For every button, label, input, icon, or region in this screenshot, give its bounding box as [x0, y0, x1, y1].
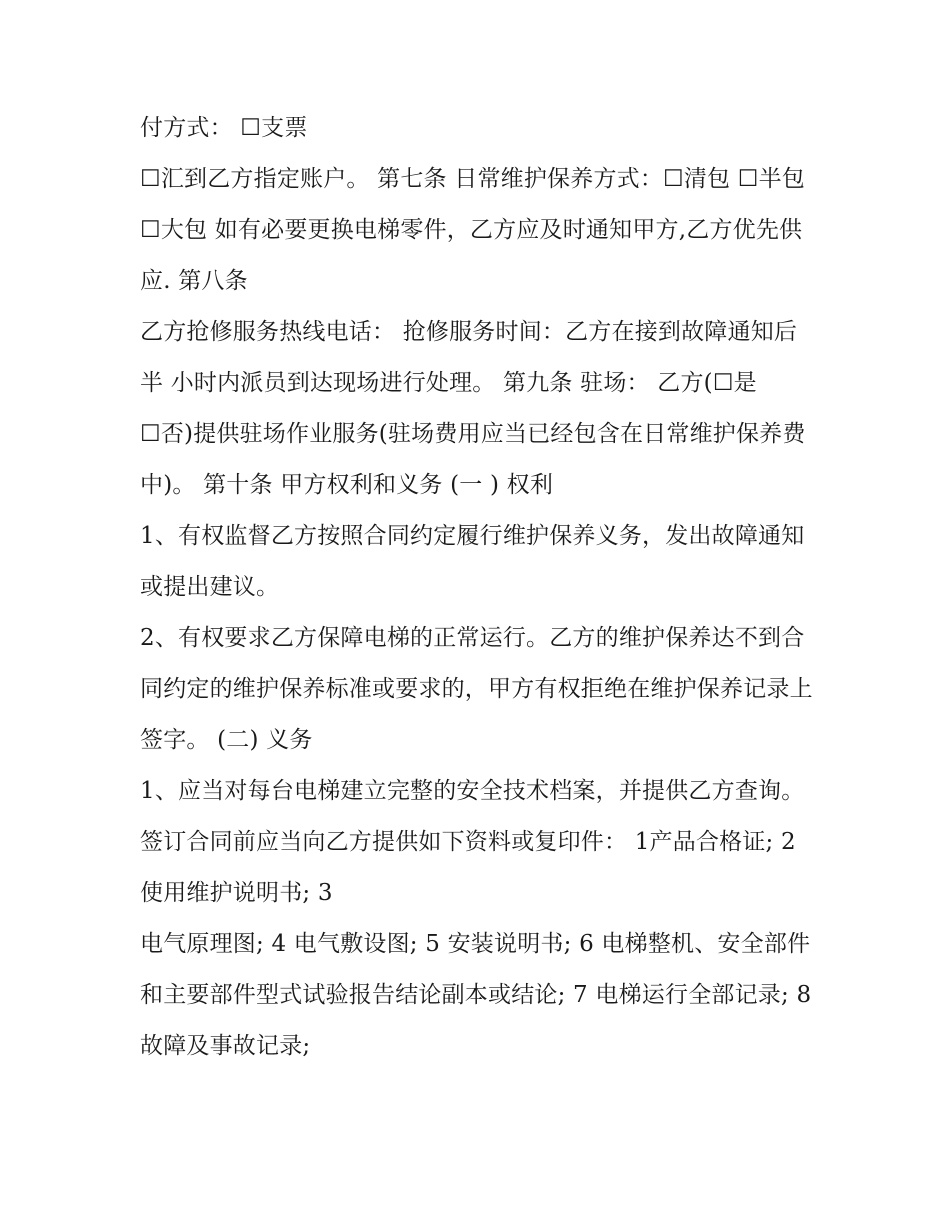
- paragraph-duty-1-continued: 电气原理图; 4 电气敷设图; 5 安装说明书; 6 电梯整机、安全部件和主要部件型式试验报告结论副本或结论; 7 电梯运行全部记录; 8 故障及事故记录;: [140, 931, 812, 1059]
- paragraph-article-8: 乙方抢修服务热线电话： 抢修服务时间：乙方在接到故障通知后 半 小时内派员到达现场进行处理。 第九条 驻场： 乙方(☐是: [140, 319, 798, 396]
- paragraph-article-9-10: ☐否)提供驻场作业服务(驻场费用应当已经包含在日常维护保养费中)。 第十条 甲方权利和义务 (一 ) 权利: [140, 421, 806, 498]
- paragraph-article-7: ☐汇到乙方指定账户。 第七条 日常维护保养方式：☐清包 ☐半包 ☐大包 如有必要更换电梯零件，乙方应及时通知甲方,乙方优先供应. 第八条: [140, 166, 805, 294]
- paragraph-right-1: 1、有权监督乙方按照合同约定履行维护保养义务，发出故障通知或提出建议。: [140, 523, 805, 600]
- document-body: [140, 103, 815, 1072]
- paragraph-right-2: 2、有权要求乙方保障电梯的正常运行。乙方的维护保养达不到合同约定的维护保养标准或要求的，甲方有权拒绝在维护保养记录上签字。 (二) 义务: [140, 625, 813, 753]
- paragraph-duty-1: 1、应当对每台电梯建立完整的安全技术档案，并提供乙方查询。签订合同前应当向乙方提供如下资料或复印件： 1产品合格证; 2 使用维护说明书; 3: [140, 778, 805, 906]
- paragraph-payment-method: 付方式： ☐支票: [140, 115, 308, 141]
